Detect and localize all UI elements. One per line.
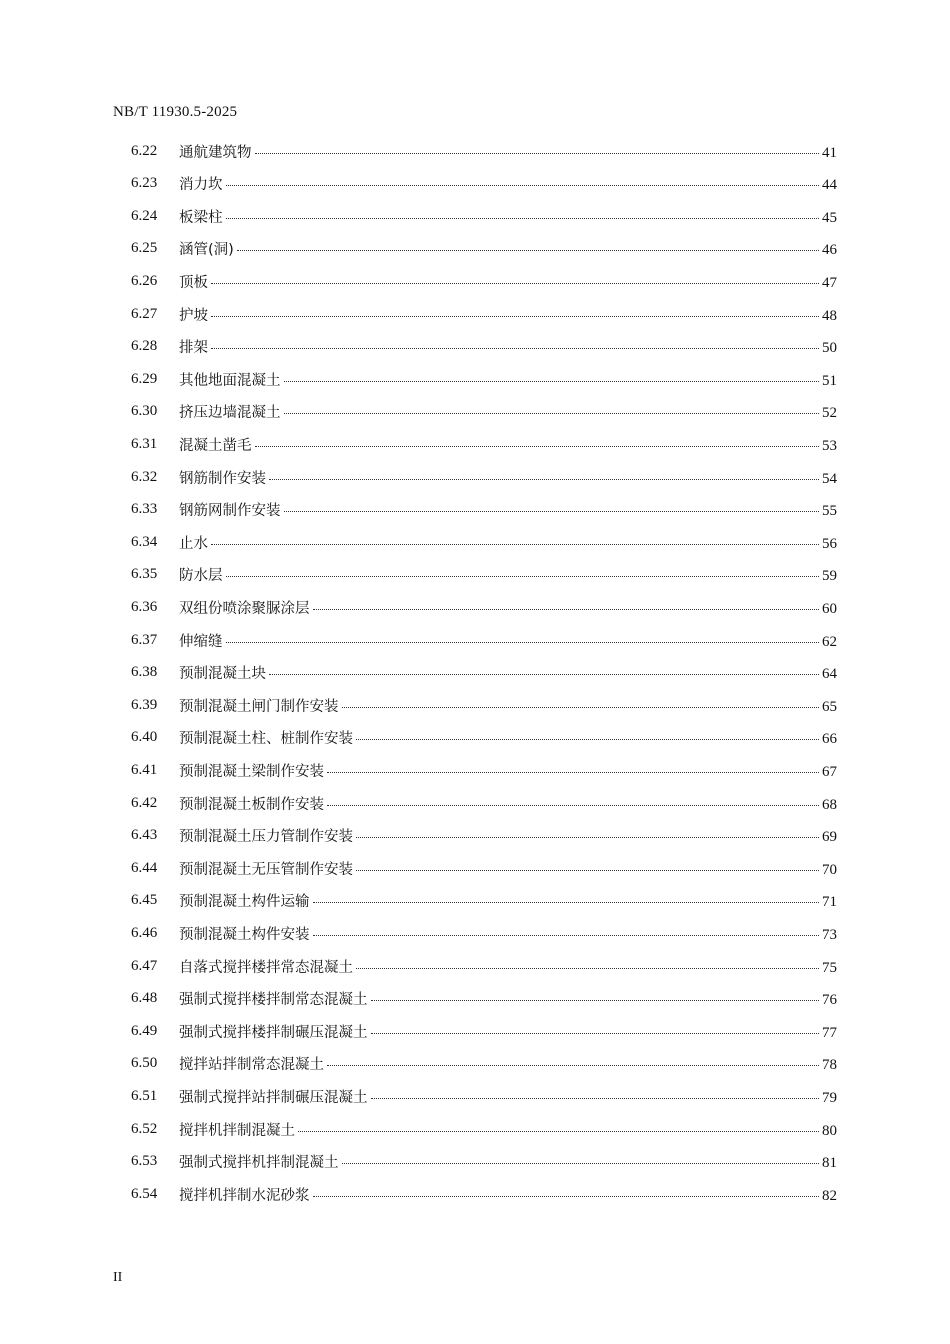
toc-entry-number: 6.47 (131, 957, 158, 974)
toc-entry-title[interactable]: 混凝土凿毛 (179, 437, 252, 454)
toc-dot-leader (226, 576, 820, 577)
toc-entry-title[interactable]: 钢筋制作安装 (179, 470, 266, 487)
toc-entry-number: 6.54 (131, 1185, 158, 1202)
toc-entry-number: 6.49 (131, 1022, 158, 1039)
toc-entry-number: 6.37 (131, 631, 158, 648)
toc-entry[interactable] (0, 168, 950, 200)
toc-entry-page-number[interactable]: 51 (822, 372, 837, 389)
toc-dot-leader (371, 1098, 820, 1099)
toc-entry-page-number[interactable]: 73 (822, 926, 837, 943)
toc-entry-page-number[interactable]: 70 (822, 861, 837, 878)
toc-entry[interactable] (0, 559, 950, 591)
toc-entry-page-number[interactable]: 50 (822, 340, 837, 357)
toc-entry-title[interactable]: 消力坎 (179, 177, 223, 194)
toc-dot-leader (211, 316, 819, 317)
toc-dot-leader (327, 1065, 819, 1066)
toc-entry-title[interactable]: 钢筋网制作安装 (179, 503, 281, 520)
toc-entry[interactable] (0, 233, 950, 265)
toc-entry-line (179, 988, 837, 1009)
toc-dot-leader (342, 707, 820, 708)
toc-entry-title[interactable]: 搅拌机拌制混凝土 (179, 1122, 295, 1139)
toc-entry[interactable] (0, 298, 950, 330)
toc-entry-title[interactable]: 其他地面混凝土 (179, 372, 281, 389)
toc-entry-number: 6.40 (131, 729, 158, 746)
toc-dot-leader (356, 870, 819, 871)
toc-dot-leader (327, 772, 819, 773)
toc-entry-line (179, 1021, 837, 1042)
toc-entry[interactable] (0, 754, 950, 786)
toc-entry-line (179, 890, 837, 911)
toc-dot-leader (313, 902, 820, 903)
toc-entry-number: 6.24 (131, 207, 158, 224)
toc-dot-leader (356, 968, 819, 969)
toc-entry-number: 6.42 (131, 794, 158, 811)
toc-entry-title[interactable]: 顶板 (179, 274, 208, 291)
toc-entry-number: 6.48 (131, 990, 158, 1007)
toc-entry-page-number[interactable]: 46 (822, 242, 837, 259)
toc-entry[interactable] (0, 461, 950, 493)
toc-entry[interactable] (0, 1080, 950, 1112)
toc-dot-leader (371, 1000, 820, 1001)
toc-entry[interactable] (0, 852, 950, 884)
toc-entry-line (179, 727, 837, 748)
toc-entry[interactable] (0, 983, 950, 1015)
toc-entry-line (179, 564, 837, 585)
toc-entry-line (179, 1151, 837, 1172)
toc-entry-number: 6.28 (131, 338, 158, 355)
toc-entry[interactable] (0, 722, 950, 754)
toc-entry-page-number[interactable]: 54 (822, 470, 837, 487)
toc-entry-page-number[interactable]: 52 (822, 405, 837, 422)
toc-entry-title[interactable]: 预制混凝土板制作安装 (179, 796, 324, 813)
toc-entry[interactable] (0, 624, 950, 656)
toc-entry-number: 6.31 (131, 435, 158, 452)
toc-entry[interactable] (0, 428, 950, 460)
toc-entry-number: 6.46 (131, 924, 158, 941)
toc-dot-leader (255, 446, 820, 447)
toc-entry-line (179, 467, 837, 488)
toc-entry-number: 6.38 (131, 664, 158, 681)
toc-dot-leader (313, 609, 820, 610)
toc-entry-page-number[interactable]: 77 (822, 1024, 837, 1041)
toc-entry-number: 6.39 (131, 696, 158, 713)
toc-dot-leader (356, 837, 819, 838)
toc-entry-page-number[interactable]: 41 (822, 144, 837, 161)
toc-dot-leader (313, 1196, 820, 1197)
toc-entry-line (179, 238, 837, 259)
toc-entry-page-number[interactable]: 69 (822, 829, 837, 846)
toc-entry-title[interactable]: 预制混凝土构件安装 (179, 926, 310, 943)
toc-entry-title[interactable]: 搅拌机拌制水泥砂浆 (179, 1187, 310, 1204)
toc-entry-number: 6.23 (131, 175, 158, 192)
toc-entry[interactable] (0, 494, 950, 526)
toc-dot-leader (371, 1033, 820, 1034)
toc-entry[interactable] (0, 820, 950, 852)
toc-entry-title[interactable]: 强制式搅拌站拌制碾压混凝土 (179, 1089, 368, 1106)
toc-entry[interactable] (0, 885, 950, 917)
toc-dot-leader (211, 348, 819, 349)
toc-dot-leader (226, 185, 820, 186)
toc-entry[interactable] (0, 331, 950, 363)
toc-entry-page-number[interactable]: 82 (822, 1187, 837, 1204)
toc-entry-page-number[interactable]: 76 (822, 992, 837, 1009)
toc-entry[interactable] (0, 657, 950, 689)
toc-entry-line (179, 304, 837, 325)
toc-entry-number: 6.26 (131, 272, 158, 289)
toc-dot-leader (284, 381, 820, 382)
toc-entry[interactable] (0, 689, 950, 721)
toc-dot-leader (342, 1163, 820, 1164)
toc-entry-number: 6.33 (131, 501, 158, 518)
toc-dot-leader (269, 674, 819, 675)
toc-entry-page-number[interactable]: 79 (822, 1089, 837, 1106)
toc-entry-title[interactable]: 预制混凝土无压管制作安装 (179, 861, 353, 878)
toc-entry-line (179, 499, 837, 520)
toc-dot-leader (211, 283, 819, 284)
toc-entry-number: 6.32 (131, 468, 158, 485)
toc-dot-leader (284, 511, 820, 512)
toc-entry-line (179, 1119, 837, 1140)
toc-entry-title[interactable]: 预制混凝土柱、桩制作安装 (179, 731, 353, 748)
toc-entry-title[interactable]: 护坡 (179, 307, 208, 324)
toc-entry-title[interactable]: 强制式搅拌楼拌制碾压混凝土 (179, 1024, 368, 1041)
toc-entry-title[interactable]: 预制混凝土梁制作安装 (179, 763, 324, 780)
toc-entry-number: 6.53 (131, 1153, 158, 1170)
toc-entry-title[interactable]: 通航建筑物 (179, 144, 252, 161)
toc-entry-number: 6.44 (131, 859, 158, 876)
toc-entry-number: 6.27 (131, 305, 158, 322)
toc-dot-leader (226, 218, 820, 219)
toc-entry-line (179, 206, 837, 227)
toc-entry[interactable] (0, 917, 950, 949)
page-number: II (113, 1270, 123, 1285)
toc-entry[interactable] (0, 1178, 950, 1210)
toc-entry-number: 6.51 (131, 1087, 158, 1104)
toc-entry-page-number[interactable]: 44 (822, 177, 837, 194)
toc-entry[interactable] (0, 135, 950, 167)
toc-entry-page-number[interactable]: 66 (822, 731, 837, 748)
toc-entry-page-number[interactable]: 65 (822, 698, 837, 715)
toc-entry-line (179, 923, 837, 944)
toc-entry-title[interactable]: 防水层 (179, 568, 223, 585)
toc-entry-line (179, 401, 837, 422)
toc-entry-page-number[interactable]: 81 (822, 1155, 837, 1172)
toc-entry[interactable] (0, 1146, 950, 1178)
toc-entry-page-number[interactable]: 71 (822, 894, 837, 911)
toc-entry-number: 6.29 (131, 370, 158, 387)
toc-dot-leader (327, 805, 819, 806)
toc-entry-page-number[interactable]: 53 (822, 437, 837, 454)
toc-entry-number: 6.50 (131, 1055, 158, 1072)
toc-entry-page-number[interactable]: 48 (822, 307, 837, 324)
toc-entry-number: 6.45 (131, 892, 158, 909)
toc-entry-page-number[interactable]: 64 (822, 666, 837, 683)
toc-entry-title[interactable]: 排架 (179, 340, 208, 357)
toc-entry-number: 6.41 (131, 761, 158, 778)
toc-entry-title[interactable]: 止水 (179, 535, 208, 552)
toc-entry-page-number[interactable]: 68 (822, 796, 837, 813)
toc-entry-line (179, 956, 837, 977)
toc-entry-number: 6.35 (131, 566, 158, 583)
toc-entry-line (179, 173, 837, 194)
toc-dot-leader (284, 413, 820, 414)
toc-entry-line (179, 662, 837, 683)
toc-entry-title[interactable]: 预制混凝土块 (179, 666, 266, 683)
toc-dot-leader (237, 250, 819, 251)
toc-entry-line (179, 825, 837, 846)
toc-entry-title[interactable]: 预制混凝土压力管制作安装 (179, 829, 353, 846)
toc-entry-number: 6.22 (131, 142, 158, 159)
toc-entry[interactable] (0, 363, 950, 395)
toc-entry-line (179, 1053, 837, 1074)
toc-entry-number: 6.36 (131, 598, 158, 615)
toc-entry-line (179, 1086, 837, 1107)
toc-entry-title[interactable]: 伸缩缝 (179, 633, 223, 650)
toc-entry[interactable] (0, 265, 950, 297)
toc-entry-page-number[interactable]: 78 (822, 1057, 837, 1074)
toc-dot-leader (211, 544, 819, 545)
toc-entry-page-number[interactable]: 55 (822, 503, 837, 520)
toc-entry-page-number[interactable]: 62 (822, 633, 837, 650)
toc-entry-number: 6.30 (131, 403, 158, 420)
toc-entry-line (179, 858, 837, 879)
toc-entry-title[interactable]: 自落式搅拌楼拌常态混凝土 (179, 959, 353, 976)
toc-entry[interactable] (0, 526, 950, 558)
toc-entry-page-number[interactable]: 45 (822, 209, 837, 226)
toc-entry-line (179, 532, 837, 553)
toc-entry-line (179, 695, 837, 716)
toc-dot-leader (356, 739, 819, 740)
toc-dot-leader (298, 1131, 819, 1132)
toc-entry-line (179, 369, 837, 390)
toc-entry-line (179, 630, 837, 651)
toc-dot-leader (313, 935, 820, 936)
toc-entry-page-number[interactable]: 47 (822, 274, 837, 291)
toc-entry[interactable] (0, 1015, 950, 1047)
toc-entry-page-number[interactable]: 67 (822, 763, 837, 780)
toc-entry-line (179, 1184, 837, 1205)
toc-entry[interactable] (0, 1113, 950, 1145)
toc-entry-line (179, 434, 837, 455)
toc-entry-title[interactable]: 搅拌站拌制常态混凝土 (179, 1057, 324, 1074)
document-code-header: NB/T 11930.5-2025 (113, 104, 238, 120)
toc-entry-number: 6.25 (131, 240, 158, 257)
toc-entry-number: 6.34 (131, 533, 158, 550)
toc-entry-title[interactable]: 强制式搅拌机拌制混凝土 (179, 1155, 339, 1172)
toc-entry-title[interactable]: 强制式搅拌楼拌制常态混凝土 (179, 992, 368, 1009)
toc-entry-title[interactable]: 预制混凝土闸门制作安装 (179, 698, 339, 715)
toc-entry[interactable] (0, 950, 950, 982)
toc-entry[interactable] (0, 787, 950, 819)
toc-entry-page-number[interactable]: 56 (822, 535, 837, 552)
toc-entry-page-number[interactable]: 59 (822, 568, 837, 585)
toc-dot-leader (269, 479, 819, 480)
toc-entry-page-number[interactable]: 80 (822, 1122, 837, 1139)
toc-entry-title[interactable]: 挤压边墙混凝土 (179, 405, 281, 422)
toc-entry-number: 6.43 (131, 827, 158, 844)
toc-entry-number: 6.52 (131, 1120, 158, 1137)
toc-entry-line (179, 793, 837, 814)
toc-entry-title[interactable]: 板梁柱 (179, 209, 223, 226)
toc-entry-line (179, 271, 837, 292)
toc-entry-line (179, 141, 837, 162)
toc-entry-line (179, 760, 837, 781)
toc-entry[interactable] (0, 1048, 950, 1080)
toc-entry-line (179, 336, 837, 357)
toc-entry-page-number[interactable]: 75 (822, 959, 837, 976)
toc-entry-page-number[interactable]: 60 (822, 600, 837, 617)
toc-entry-title[interactable]: 涵管(洞) (179, 242, 234, 259)
toc-entry-title[interactable]: 双组份喷涂聚脲涂层 (179, 600, 310, 617)
toc-entry-line (179, 597, 837, 618)
toc-entry-title[interactable]: 预制混凝土构件运输 (179, 894, 310, 911)
toc-entry[interactable] (0, 396, 950, 428)
toc-entry[interactable] (0, 200, 950, 232)
toc-entry[interactable] (0, 591, 950, 623)
toc-dot-leader (255, 153, 820, 154)
toc-dot-leader (226, 642, 820, 643)
